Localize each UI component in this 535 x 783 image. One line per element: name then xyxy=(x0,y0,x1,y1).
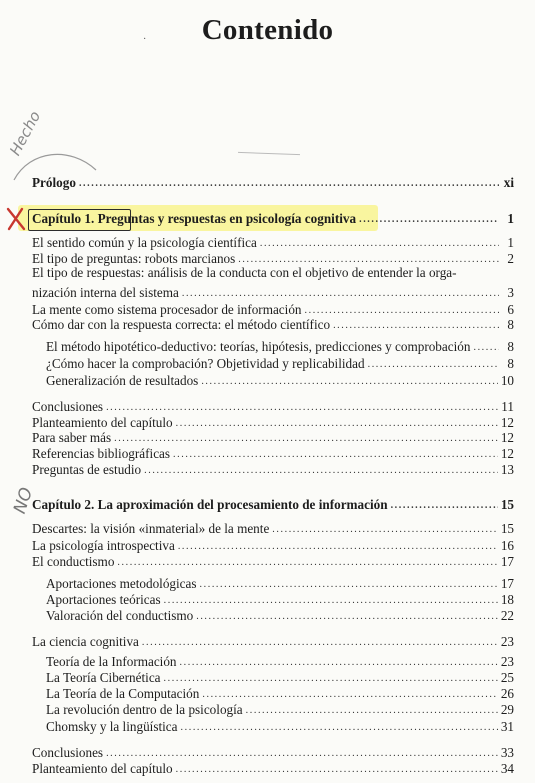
toc-page-number: 34 xyxy=(500,761,514,776)
toc-entry-label: El método hipotético-deductivo: teorías, hipótesis, predicciones y comprobación xyxy=(46,339,471,354)
toc-entry-label: Valoración del conductismo xyxy=(46,608,194,623)
dot-leader xyxy=(142,637,498,649)
toc-page-number: 1 xyxy=(507,235,514,250)
toc-entry-label: Generalización de resultados xyxy=(46,373,199,388)
toc-page-number: 6 xyxy=(507,302,514,317)
toc-entry-label: Chomsky y la lingüística xyxy=(46,719,178,734)
toc-page-number: 22 xyxy=(500,608,514,623)
toc-page-number: 23 xyxy=(500,654,514,669)
toc-page-number: 12 xyxy=(500,430,514,445)
toc-entry-label: Aportaciones teóricas xyxy=(46,592,161,607)
toc-entry-label: El sentido común y la psicología científica xyxy=(32,235,257,250)
dot-leader xyxy=(176,764,498,776)
toc-entry xyxy=(32,248,514,266)
toc-entry-label: nización interna del sistema xyxy=(32,285,179,300)
toc-entry-label: Aportaciones metodológicas xyxy=(46,576,197,591)
dot-leader xyxy=(144,465,498,477)
toc-entry-label: ¿Cómo hacer la comprobación? Objetividad y replicabilidad xyxy=(46,356,365,371)
toc-entry-label: La mente como sistema procesador de información xyxy=(32,302,302,317)
toc-entry xyxy=(32,282,514,300)
toc-entry-label: El tipo de respuestas: análisis de la conducta con el objetivo de entender la orga- xyxy=(32,265,457,280)
toc-entry xyxy=(32,459,514,477)
toc-entry xyxy=(32,494,514,512)
toc-page-number: 33 xyxy=(500,745,514,760)
toc-page-number: 8 xyxy=(507,339,514,354)
toc-entry-label: El conductismo xyxy=(32,554,115,569)
toc-entry-label: Referencias bibliográficas xyxy=(32,446,171,461)
toc-entry-label: Capítulo 2. La aproximación del procesamiento de información xyxy=(32,497,388,512)
toc-page-number: 10 xyxy=(500,373,514,388)
toc-page-number: 12 xyxy=(500,415,514,430)
toc-entry xyxy=(32,631,514,649)
toc-entry xyxy=(46,370,514,388)
pencil-stroke xyxy=(238,152,300,155)
toc-entry xyxy=(32,551,514,569)
toc-page-number: 1 xyxy=(507,211,514,226)
toc-entry-label: Capítulo 1. Preguntas y respuestas en psicología cognitiva xyxy=(32,211,357,226)
toc-entry xyxy=(32,172,514,190)
toc-page-number: 15 xyxy=(500,521,514,536)
dot-leader xyxy=(201,376,497,388)
toc-entry-label: Teoría de la Información xyxy=(46,654,177,669)
toc-page-number: 29 xyxy=(500,702,514,717)
toc-entry-label: La revolución dentro de la psicología xyxy=(46,702,243,717)
dot-leader xyxy=(333,320,499,332)
dot-leader xyxy=(359,214,499,226)
toc-entry xyxy=(46,336,514,354)
toc-entry-label: La Teoría de la Computación xyxy=(46,686,200,701)
toc-entry xyxy=(32,208,514,226)
toc-entry xyxy=(32,518,514,536)
toc-entry xyxy=(46,699,514,717)
toc-entry xyxy=(32,758,514,776)
toc-page-number: 31 xyxy=(500,719,514,734)
toc-page-number: 17 xyxy=(500,576,514,591)
dot-leader xyxy=(117,557,497,569)
toc-entry xyxy=(32,314,514,332)
toc-page-number: 17 xyxy=(500,554,514,569)
dot-leader xyxy=(196,611,498,623)
toc-entry-label: Planteamiento del capítulo xyxy=(32,761,173,776)
toc-page-number: 11 xyxy=(501,399,514,414)
page-title: Contenido xyxy=(201,14,334,46)
toc-entry-label: La psicología introspectiva xyxy=(32,538,175,553)
toc-page-number: 13 xyxy=(500,462,514,477)
toc-page-number: 8 xyxy=(507,317,514,332)
handwritten-no-note: NO xyxy=(10,485,38,517)
toc-page-number: 23 xyxy=(500,634,514,649)
dot-leader xyxy=(391,500,498,512)
toc-entry-label: Conclusiones xyxy=(32,745,104,760)
toc-entry-label: La ciencia cognitiva xyxy=(32,634,139,649)
dot-leader xyxy=(79,178,499,190)
toc-page-number: xi xyxy=(503,175,514,190)
toc-entry-label: Conclusiones xyxy=(32,399,104,414)
toc-page-number: 26 xyxy=(500,686,514,701)
dot-leader xyxy=(181,722,498,734)
toc-page-number: 15 xyxy=(500,497,514,512)
toc-entry-label: Planteamiento del capítulo xyxy=(32,415,173,430)
toc-entry-label: Preguntas de estudio xyxy=(32,462,142,477)
toc-page-number: 3 xyxy=(507,285,514,300)
handwritten-hecho-note: Hecho xyxy=(6,108,45,159)
scan-speck: · xyxy=(143,34,147,45)
toc-entry-label: Descartes: la visión «inmaterial» de la mente xyxy=(32,521,270,536)
toc-page-number: 12 xyxy=(500,446,514,461)
toc-entry xyxy=(46,605,514,623)
toc-page-number: 25 xyxy=(500,670,514,685)
toc-entry-label: La Teoría Cibernética xyxy=(46,670,161,685)
toc-entry-label: El tipo de preguntas: robots marcianos xyxy=(32,251,236,266)
toc-entry-label: Cómo dar con la respuesta correcta: el método científico xyxy=(32,317,331,332)
toc-page-number: 2 xyxy=(507,251,514,266)
toc-entry-label: Para saber más xyxy=(32,430,112,445)
toc-entry xyxy=(46,716,514,734)
toc-entry xyxy=(46,353,514,371)
toc-page-number: 16 xyxy=(500,538,514,553)
toc-entry-label: Prólogo xyxy=(32,175,76,190)
toc-page-number: 8 xyxy=(507,356,514,371)
toc-page-number: 18 xyxy=(500,592,514,607)
